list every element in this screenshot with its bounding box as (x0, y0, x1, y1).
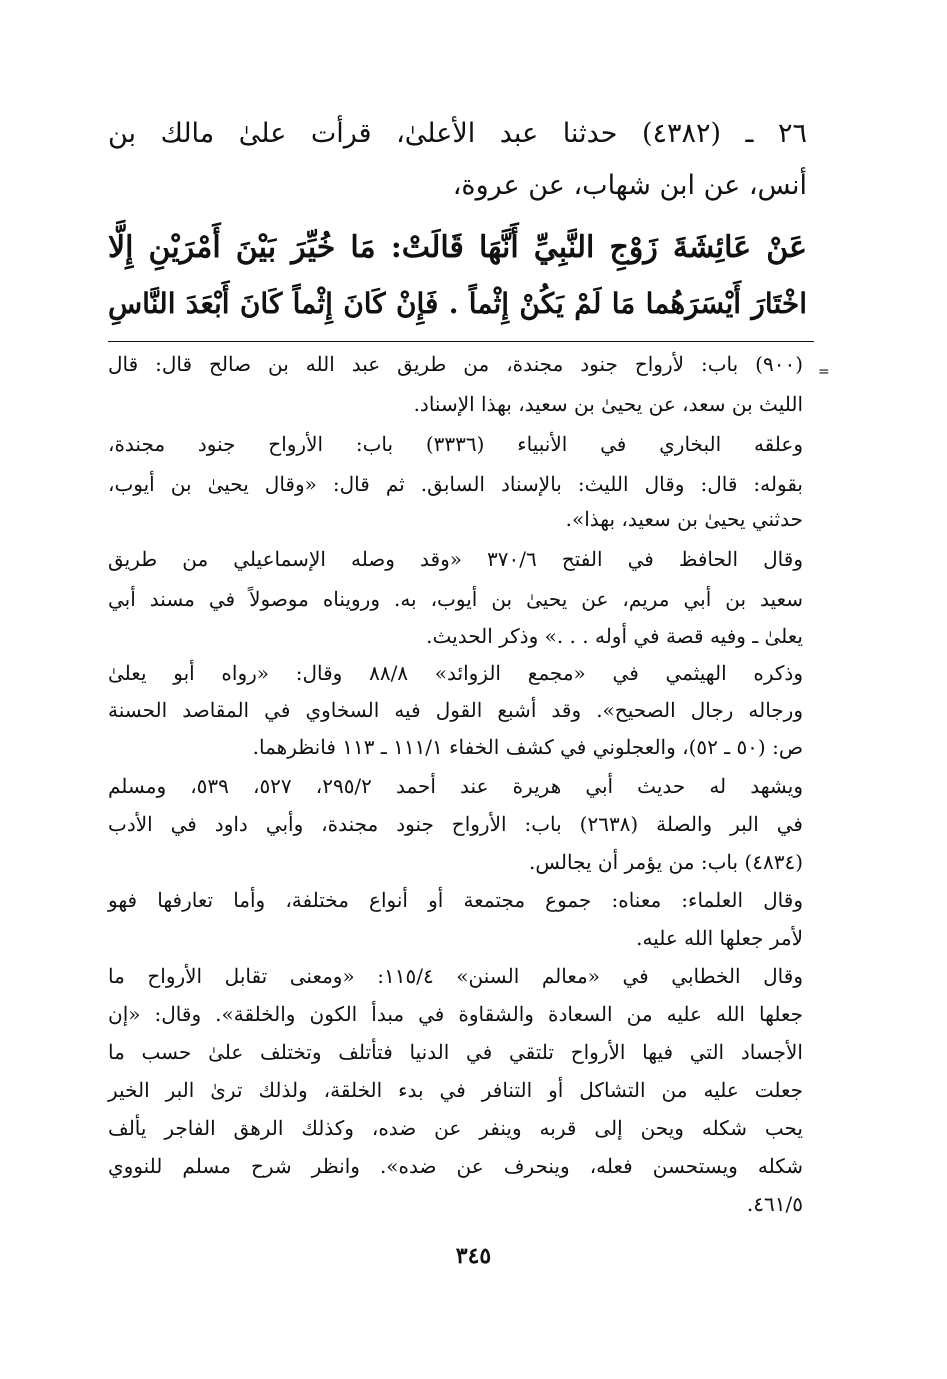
footnote-line: يعلىٰ ـ وفيه قصة في أوله . . .» وذكر الحديث. (426, 624, 803, 648)
main-text-line-1: ٢٦ ـ (٤٣٨٢) حدثنا عبد الأعلىٰ، قرأت علىٰ مالك بن (108, 118, 808, 149)
footnote-line: في البر والصلة (٢٦٣٨) باب: الأرواح جنود مجندة، وأبي داود في الأدب (108, 812, 803, 836)
footnote-line: الليث بن سعد، عن يحيىٰ بن سعيد، بهذا الإسناد. (413, 392, 803, 416)
footnote-line: (٩٠٠) باب: لأرواح جنود مجندة، من طريق عبد الله بن صالح قال: قال (108, 352, 803, 376)
footnote-line: وقال الحافظ في الفتح ٣٧٠/٦ «وقد وصله الإسماعيلي من طريق (108, 547, 803, 571)
page-number: ٣٤٥ (455, 1243, 492, 1269)
footnote-line: لأمر جعلها الله عليه. (636, 926, 803, 950)
footnote-line: ٤٦١/٥. (746, 1192, 803, 1216)
footnote-line: حدثني يحيىٰ بن سعيد، بهذا». (565, 507, 803, 531)
footnote-line: وقال العلماء: معناه: جموع مجتمعة أو أنواع مختلفة، وأما تعارفها فهو (108, 888, 803, 912)
footnote-line: جعلت عليه من التشاكل أو التنافر في بدء الخلقة، ولذلك ترىٰ البر الخير (108, 1078, 803, 1102)
footnote-line: ص: (٥٠ ـ ٥٢)، والعجلوني في كشف الخفاء ١١١/١ ـ ١١٣ فانظرهما. (252, 735, 803, 759)
footnote-line: بقوله: قال: وقال الليث: بالإسناد السابق. ثم قال: «وقال يحيىٰ بن أيوب، (108, 472, 803, 496)
footnote-line: جعلها الله عليه من السعادة والشقاوة في مبدأ الكون والخلقة». وقال: «إن (108, 1002, 803, 1026)
footnote-line: وقال الخطابي في «معالم السنن» ١١٥/٤: «ومعنى تقابل الأرواح ما (108, 964, 803, 988)
footnote-line: يحب شكله ويحن إلى قربه وينفر عن ضده، وكذلك الرهق الفاجر يألف (108, 1116, 803, 1140)
footnote-line: سعيد بن أبي مريم، عن يحيىٰ بن أيوب، به. ورويناه موصولاً في مسند أبي (108, 587, 803, 611)
hadith-line-1: عَنْ عَائِشَةَ زَوْجِ النَّبِيِّ أَنَّهَا قَالَتْ: مَا خُيِّرَ بَيْنَ أَمْرَيْنِ إِلَّا (108, 230, 807, 265)
footnote-line: وعلقه البخاري في الأنبياء (٣٣٣٦) باب: الأرواح جنود مجندة، (108, 432, 803, 456)
continuation-mark: = (818, 364, 830, 380)
footnote-line: الأجساد التي فيها الأرواح تلتقي في الدنيا فتأتلف وتختلف علىٰ حسب ما (108, 1040, 803, 1064)
footnote-line: ويشهد له حديث أبي هريرة عند أحمد ٢٩٥/٢، ٥٢٧، ٥٣٩، ومسلم (108, 774, 803, 798)
footnote-separator (108, 341, 814, 342)
footnote-line: (٤٨٣٤) باب: من يؤمر أن يجالس. (529, 850, 803, 874)
footnote-line: ورجاله رجال الصحيح». وقد أشبع القول فيه السخاوي في المقاصد الحسنة (108, 698, 803, 722)
footnote-line: وذكره الهيثمي في «مجمع الزوائد» ٨٨/٨ وقال: «رواه أبو يعلىٰ (108, 661, 803, 685)
main-text-line-2: أنس، عن ابن شهاب، عن عروة، (452, 170, 807, 201)
footnote-line: شكله ويستحسن فعله، وينحرف عن ضده». وانظر شرح مسلم للنووي (108, 1154, 803, 1178)
hadith-line-2: اخْتَارَ أَيْسَرَهُما مَا لَمْ يَكُنْ إِثْماً . فَإِنْ كَانَ إِثْماً كَانَ أَبْعَدَ النَّاسِ (108, 287, 807, 320)
